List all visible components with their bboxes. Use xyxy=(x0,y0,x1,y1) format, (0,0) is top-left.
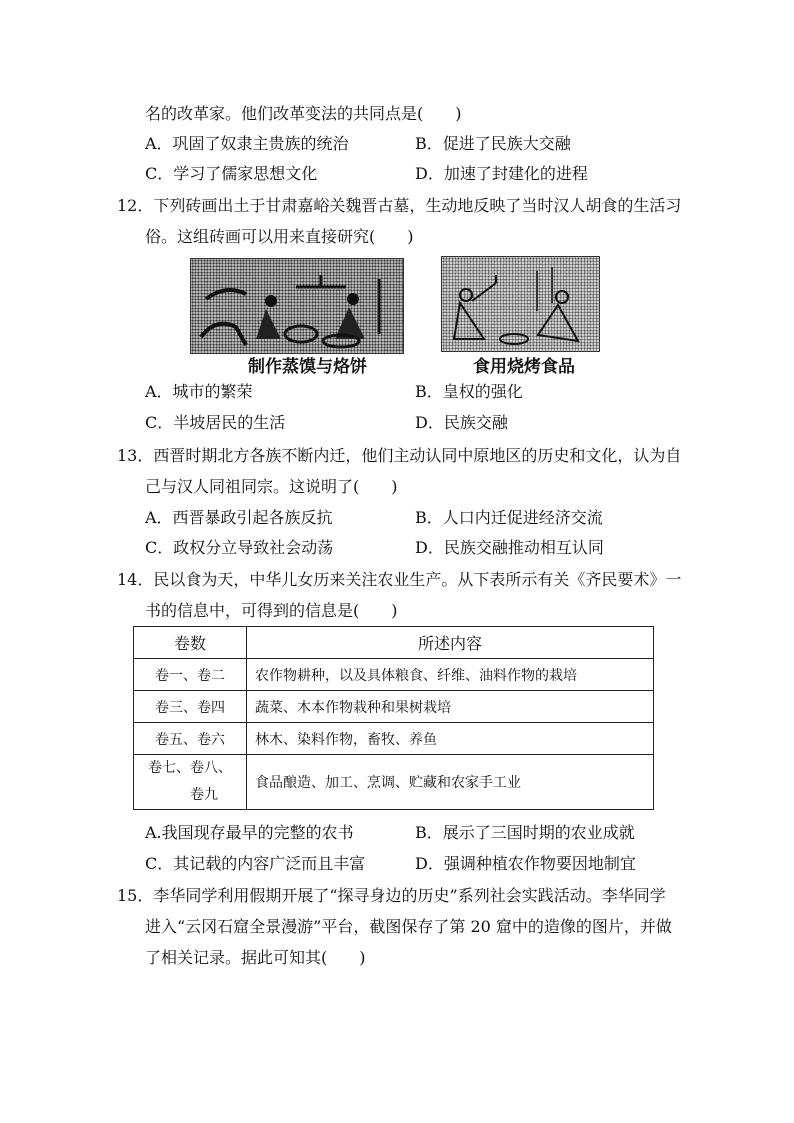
figure-caption-steamed-bun: 制作蒸馍与烙饼 xyxy=(248,357,367,377)
q12-option-d[interactable]: D．民族交融 xyxy=(415,413,508,432)
q12-stem-line1: 12．下列砖画出土于甘肃嘉峪关魏晋古墓，生动地反映了当时汉人胡食的生活习 xyxy=(117,196,682,215)
q11-option-b[interactable]: B．促进了民族大交融 xyxy=(415,134,571,153)
brick-painting-drawing xyxy=(442,257,599,351)
q15-stem-line3: 了相关记录。据此可知其( ) xyxy=(145,948,366,967)
table-cell-content: 食品酿造、加工、烹调、贮藏和农家手工业 xyxy=(247,755,654,810)
q14-option-c[interactable]: C．其记载的内容广泛而且丰富 xyxy=(145,854,366,873)
table-row xyxy=(134,691,654,723)
table-cell-volume-line1: 卷七、卷八、 xyxy=(148,760,232,776)
qimin-yaoshu-table xyxy=(133,626,654,810)
q11-option-d[interactable]: D．加速了封建化的进程 xyxy=(415,164,588,183)
q15-stem-line1: 15．李华同学利用假期开展了“探寻身边的历史”系列社会实践活动。李华同学 xyxy=(117,886,666,905)
q11-option-c[interactable]: C．学习了儒家思想文化 xyxy=(145,164,318,183)
table-cell-volume: 卷三、卷四 xyxy=(134,691,247,723)
q12-option-c[interactable]: C．半坡居民的生活 xyxy=(145,413,286,432)
q15-stem-line2: 进入“云冈石窟全景漫游”平台，截图保存了第 20 窟中的造像的图片，并做 xyxy=(145,917,672,936)
table-cell-content: 蔬菜、木本作物栽种和果树栽培 xyxy=(247,691,654,723)
table-row xyxy=(134,755,654,810)
table-header-volume: 卷数 xyxy=(134,627,247,659)
q13-option-d[interactable]: D．民族交融推动相互认同 xyxy=(415,538,604,557)
table-cell-volume: 卷一、卷二 xyxy=(134,659,247,691)
q13-option-b[interactable]: B．人口内迁促进经济交流 xyxy=(415,508,603,527)
table-cell-volume-line2: 卷九 xyxy=(190,787,218,803)
table-header-row xyxy=(134,627,654,659)
q13-option-c[interactable]: C．政权分立导致社会动荡 xyxy=(145,538,334,557)
q14-option-a[interactable]: A.我国现存最早的完整的农书 xyxy=(145,823,354,842)
table-cell-content: 林木、染料作物，畜牧、养鱼 xyxy=(247,723,654,755)
q14-option-d[interactable]: D．强调种植农作物要因地制宜 xyxy=(415,854,636,873)
q13-stem-line2: 己与汉人同祖同宗。这说明了( ) xyxy=(145,477,398,496)
q13-stem-line1: 13．西晋时期北方各族不断内迁，他们主动认同中原地区的历史和文化，认为自 xyxy=(117,446,682,465)
brick-painting-image-steamed-bun xyxy=(190,258,404,354)
table-cell-volume xyxy=(134,755,247,810)
table-cell-content: 农作物耕种，以及具体粮食、纤维、油料作物的栽培 xyxy=(247,659,654,691)
table-header-content: 所述内容 xyxy=(247,627,654,659)
table-cell-volume: 卷五、卷六 xyxy=(134,723,247,755)
q13-option-a[interactable]: A．西晋暴政引起各族反抗 xyxy=(145,508,333,527)
table-row xyxy=(134,659,654,691)
q14-stem-line1: 14．民以食为天，中华儿女历来关注农业生产。从下表所示有关《齐民要术》一 xyxy=(117,570,682,589)
q11-stem-tail: 名的改革家。他们改革变法的共同点是( ) xyxy=(145,104,462,123)
q14-option-b[interactable]: B．展示了三国时期的农业成就 xyxy=(415,823,635,842)
q12-stem-line2: 俗。这组砖画可以用来直接研究( ) xyxy=(145,227,414,246)
table-row xyxy=(134,723,654,755)
brick-painting-drawing xyxy=(191,259,403,353)
q12-option-a[interactable]: A．城市的繁荣 xyxy=(145,382,253,401)
brick-painting-image-barbecue xyxy=(441,256,600,352)
q11-option-a[interactable]: A．巩固了奴隶主贵族的统治 xyxy=(145,134,349,153)
q14-stem-line2: 书的信息中，可得到的信息是( ) xyxy=(145,601,398,620)
q12-option-b[interactable]: B．皇权的强化 xyxy=(415,382,523,401)
figure-caption-barbecue: 食用烧烤食品 xyxy=(473,357,575,377)
